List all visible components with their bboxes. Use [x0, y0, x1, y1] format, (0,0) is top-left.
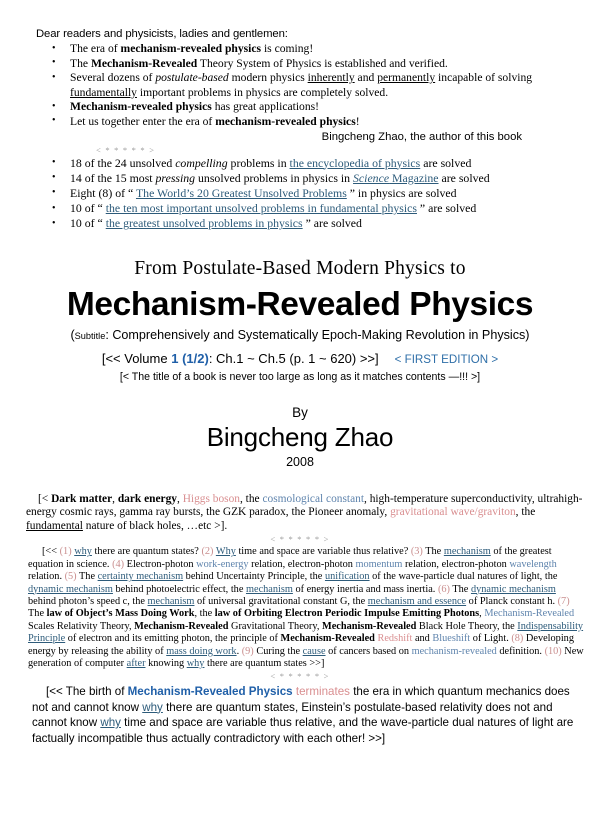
by-label: By — [292, 404, 308, 420]
enum-run-26: of the wave-particle dual natures of light, the — [369, 571, 558, 583]
topics-paragraph — [26, 493, 586, 534]
enum-run-17: momentum — [355, 558, 403, 570]
topics-run-11: fundamental — [26, 519, 83, 532]
claim-bullet-2-run-2: ” in physics are solved — [346, 185, 457, 200]
title-block — [0, 258, 600, 383]
enum-run-63: (9) — [241, 645, 254, 657]
final-run-1: Mechanism-Revealed Physics — [127, 685, 293, 699]
final-run-8: time and space are variable thus relative, and the wave-particle dual natures of light are factually incompatible thus actually contradictory with each other! >>] — [32, 716, 574, 745]
enum-run-30: of energy inertia and mass inertia. — [292, 583, 438, 595]
claim-bullet-item — [0, 156, 600, 171]
enum-run-41: law of Object’s Mass Doing Work — [46, 608, 195, 620]
intro-bullet-2-run-5: permanently — [377, 71, 436, 85]
topics-run-0: [< — [38, 492, 52, 505]
enum-run-0: [<< — [42, 546, 60, 558]
enum-run-61[interactable]: mass doing work — [166, 645, 237, 657]
enum-run-12: of the greatest equation in science. — [28, 546, 552, 570]
intro-bullet-item — [0, 115, 600, 130]
enum-run-73[interactable]: why — [186, 658, 205, 670]
enum-run-56: and — [412, 633, 433, 645]
edition-badge: < FIRST EDITION > — [394, 352, 499, 366]
enum-run-9: (3) — [410, 546, 423, 558]
intro-bullet-item — [0, 71, 600, 100]
subtitle-line — [0, 328, 600, 342]
enum-run-7[interactable]: Why — [215, 546, 236, 558]
enum-run-74: there are quantum states >>] — [204, 658, 325, 670]
page-title: Mechanism-Revealed Physics — [66, 285, 534, 323]
claim-bullet-0-run-3[interactable]: the encyclopedia of physics — [289, 155, 421, 170]
separator-ornament-2: < * * * * * > — [270, 534, 330, 545]
volume-line — [0, 351, 600, 366]
enum-run-49: Mechanism-Revealed — [321, 620, 417, 632]
intro-bullet-1-run-0: The — [70, 56, 91, 70]
enum-run-21: (5) — [64, 571, 77, 583]
enum-run-53: Mechanism-Revealed — [280, 633, 375, 645]
enum-run-62: . — [236, 645, 242, 657]
enum-run-50: Black Hole Theory, the — [416, 620, 518, 632]
claim-bullet-item — [0, 171, 600, 186]
topics-run-10: , the — [515, 506, 536, 519]
enum-run-47: Mechanism-Revealed — [134, 620, 229, 632]
enum-run-16: relation, electron-photon — [248, 558, 356, 570]
claim-bullet-1-run-3[interactable]: Science — [353, 170, 390, 185]
enum-run-33[interactable]: dynamic mechanism — [470, 583, 556, 595]
enum-run-40: The — [28, 608, 47, 620]
enum-run-58: of Light. — [470, 633, 512, 645]
enum-run-10: The — [422, 546, 444, 558]
enum-run-32: The — [449, 583, 471, 595]
intro-bullet-0-run-2: is coming! — [261, 42, 314, 55]
intro-bullet-2-run-1: postulate-based — [155, 71, 229, 85]
claim-bullet-1-run-1: pressing — [155, 170, 196, 185]
enum-run-29[interactable]: mechanism — [245, 583, 293, 595]
enum-run-59: (8) — [511, 633, 524, 645]
enum-run-45: Mechanism-Revealed — [484, 608, 575, 620]
book-cover-page — [0, 28, 600, 828]
final-run-3: terminates — [295, 685, 350, 699]
enum-run-36: of universal gravitational constant G, the — [194, 595, 368, 607]
topics-run-1: Dark matter — [51, 492, 113, 505]
topics-run-6: , the — [239, 492, 263, 505]
separator-ornament-3: < * * * * * > — [270, 671, 330, 682]
volume-fraction: (1/2) — [182, 350, 209, 366]
enum-run-14: Electron-photon — [124, 558, 197, 570]
enum-run-37[interactable]: mechanism and essence — [367, 595, 467, 607]
topics-run-12: nature of black holes, …etc >]. — [82, 519, 228, 532]
author-signature: Bingcheng Zhao, the author of this book — [321, 130, 522, 143]
enum-run-66: of cancers based on — [325, 645, 412, 657]
enum-run-8: time and space are variable thus relative? — [235, 546, 411, 558]
enum-run-55: Redshift — [377, 633, 413, 645]
enum-run-19: wavelength — [509, 558, 557, 570]
claim-bullet-1-run-4[interactable]: Magazine — [389, 170, 439, 185]
enum-run-15: work-energy — [196, 558, 249, 570]
topics-run-7: cosmological constant — [262, 492, 364, 505]
volume-prefix: [<< Volume — [101, 350, 172, 366]
enum-run-39: (7) — [557, 595, 570, 607]
title-note: [< The title of a book is never too large as long as it matches contents —!!! >] — [119, 370, 481, 383]
intro-bullet-1-run-2: Theory System of Physics is established and verified. — [197, 56, 448, 70]
final-run-0: [<< The birth of — [46, 685, 128, 699]
claim-bullet-0-run-2: problems in — [227, 155, 290, 170]
claim-bullet-0-run-1: compelling — [175, 155, 228, 170]
claim-bullet-0-run-0: 18 of the 24 unsolved — [70, 155, 176, 170]
enum-run-72: knowing — [145, 658, 187, 670]
claim-bullet-4-run-2: ” are solved — [302, 216, 362, 231]
topics-run-5: Higgs boson — [182, 492, 240, 505]
topics-run-3: dark energy — [117, 492, 177, 505]
intro-bullet-item — [0, 100, 600, 115]
intro-bullet-list — [0, 42, 600, 130]
enum-run-43: law of Orbiting Electron Periodic Impulse Emitting Photons — [214, 608, 480, 620]
enum-run-1: (1) — [59, 546, 72, 558]
intro-bullet-3-run-0: Mechanism-revealed physics — [70, 100, 212, 114]
intro-bullet-2-run-6: incapable of solving — [435, 71, 533, 85]
enum-run-65[interactable]: cause — [302, 645, 326, 657]
enum-run-46: Scales Relativity Theory, — [28, 620, 135, 632]
subtitle-label: Subtitle — [74, 330, 106, 341]
volume-number: 1 — [171, 350, 179, 366]
enum-run-48: Gravitational Theory, — [228, 620, 322, 632]
claim-bullet-1-run-2: unsolved problems in physics in — [195, 170, 354, 185]
enumerated-problems-paragraph — [28, 546, 584, 670]
intro-bullet-1-run-1: Mechanism-Revealed — [90, 56, 198, 70]
enum-run-52: of electron and its emitting photon, the principle of — [65, 633, 281, 645]
enum-run-44: , — [479, 608, 485, 620]
claim-bullet-2-run-1[interactable]: The World’s 20 Greatest Unsolved Problems — [135, 185, 347, 200]
claim-bullet-4-run-0: 10 of “ — [70, 216, 106, 231]
enum-run-34: behind photon’s speed c, the — [28, 595, 148, 607]
intro-bullet-2-run-3: inherently — [307, 71, 355, 85]
enum-run-22: The — [76, 571, 98, 583]
publication-year: 2008 — [286, 454, 314, 469]
enum-run-67: mechanism-revealed — [411, 645, 497, 657]
intro-bullet-4-run-0: Let us together enter the era of — [70, 114, 216, 128]
final-run-4: the era in which quantum mechanics does not and cannot know — [32, 685, 570, 714]
claim-bullet-list — [0, 156, 600, 232]
intro-bullet-0-run-0: The era of — [70, 42, 121, 55]
closing-paragraph — [32, 684, 574, 746]
topics-run-8: , high-temperature superconductivity, ultrahigh-energy cosmic rays, gamma ray bursts, the GZK paradox, the Pioneer anomaly, — [26, 492, 583, 519]
enum-run-4: there are quantum states? — [91, 546, 202, 558]
intro-bullet-4-run-2: ! — [355, 114, 360, 128]
claim-bullet-item — [0, 201, 600, 216]
claim-bullet-3-run-1[interactable]: the ten most important unsolved problems in fundamental physics — [105, 201, 417, 216]
separator-ornament-1: < * * * * * > — [96, 144, 156, 155]
subtitle-text: : Comprehensively and Systematically Epoch-Making Revolution in Physics) — [105, 327, 530, 342]
enum-run-70: New generation of computer — [28, 645, 584, 670]
intro-bullet-0-run-1: mechanism-revealed physics — [120, 42, 262, 55]
final-run-5[interactable]: why — [142, 700, 163, 714]
topics-run-2: , — [112, 492, 118, 505]
enum-run-42: , the — [194, 608, 215, 620]
subtitle-open-paren: ( — [70, 327, 75, 342]
enum-run-3[interactable]: why — [74, 546, 92, 558]
claim-bullet-2-run-0: Eight (8) of “ — [70, 185, 136, 200]
intro-bullet-2-run-8: important problems in physics are completely solved. — [136, 85, 389, 99]
intro-bullet-2-run-2: modern physics — [228, 71, 308, 85]
enum-run-64: Curing the — [253, 645, 303, 657]
claim-bullet-4-run-1[interactable]: the greatest unsolved problems in physics — [105, 216, 303, 231]
intro-bullet-2-run-0: Several dozens of — [70, 71, 156, 85]
enum-run-69: (10) — [544, 645, 562, 657]
claim-bullet-item — [0, 216, 600, 231]
author-name: Bingcheng Zhao — [206, 421, 394, 452]
title-superline: From Postulate-Based Modern Physics to — [134, 257, 466, 279]
enum-run-60: Developing energy by releasing the ability of — [28, 633, 574, 657]
intro-bullet-2-run-7: fundamentally — [70, 85, 137, 99]
enum-run-51[interactable]: Indispensability Principle — [28, 620, 584, 645]
enum-run-38: of Planck constant h. — [466, 595, 558, 607]
enum-run-35[interactable]: mechanism — [147, 595, 195, 607]
enum-run-27[interactable]: dynamic mechanism — [28, 583, 113, 595]
claim-bullet-1-run-0: 14 of the 15 most — [70, 170, 156, 185]
final-run-6: there are quantum states, Einstein’s postulate-based relativity does not and cannot know — [32, 700, 553, 730]
claim-bullet-0-run-4: are solved — [420, 155, 472, 170]
enum-run-20: relation. — [28, 571, 65, 583]
final-run-7[interactable]: why — [100, 716, 121, 730]
enum-run-13: (4) — [112, 558, 125, 570]
intro-bullet-4-run-1: mechanism-revealed physics — [215, 114, 356, 128]
claim-bullet-item — [0, 186, 600, 201]
enum-run-57: Blueshift — [432, 633, 471, 645]
enum-run-11[interactable]: mechanism — [443, 546, 491, 558]
volume-rest: : Ch.1 ~ Ch.5 (p. 1 ~ 620) >>] — [208, 350, 379, 366]
intro-bullet-item — [0, 42, 600, 57]
intro-bullet-item — [0, 57, 600, 72]
topics-run-4: , — [177, 492, 183, 505]
claim-bullet-3-run-0: 10 of “ — [70, 201, 106, 216]
enum-run-18: relation, electron-photon — [402, 558, 510, 570]
intro-bullet-2-run-4: and — [354, 71, 378, 85]
claim-bullet-3-run-2: ” are solved — [416, 201, 477, 216]
salutation-line: Dear readers and physicists, ladies and gentlemen: — [36, 28, 288, 40]
claim-bullet-1-run-5: are solved — [438, 170, 490, 185]
enum-run-28: behind photoelectric effect, the — [112, 583, 246, 595]
enum-run-24: behind Uncertainty Principle, the — [183, 571, 325, 583]
enum-run-5: (2) — [201, 546, 214, 558]
intro-bullet-3-run-1: has great applications! — [211, 100, 320, 114]
topics-run-9: gravitational wave/graviton — [390, 506, 516, 519]
enum-run-71[interactable]: after — [126, 658, 146, 670]
enum-run-68: definition. — [496, 645, 545, 657]
enum-run-31: (6) — [437, 583, 450, 595]
enum-run-25[interactable]: unification — [324, 571, 370, 583]
enum-run-23[interactable]: certainty mechanism — [97, 571, 184, 583]
